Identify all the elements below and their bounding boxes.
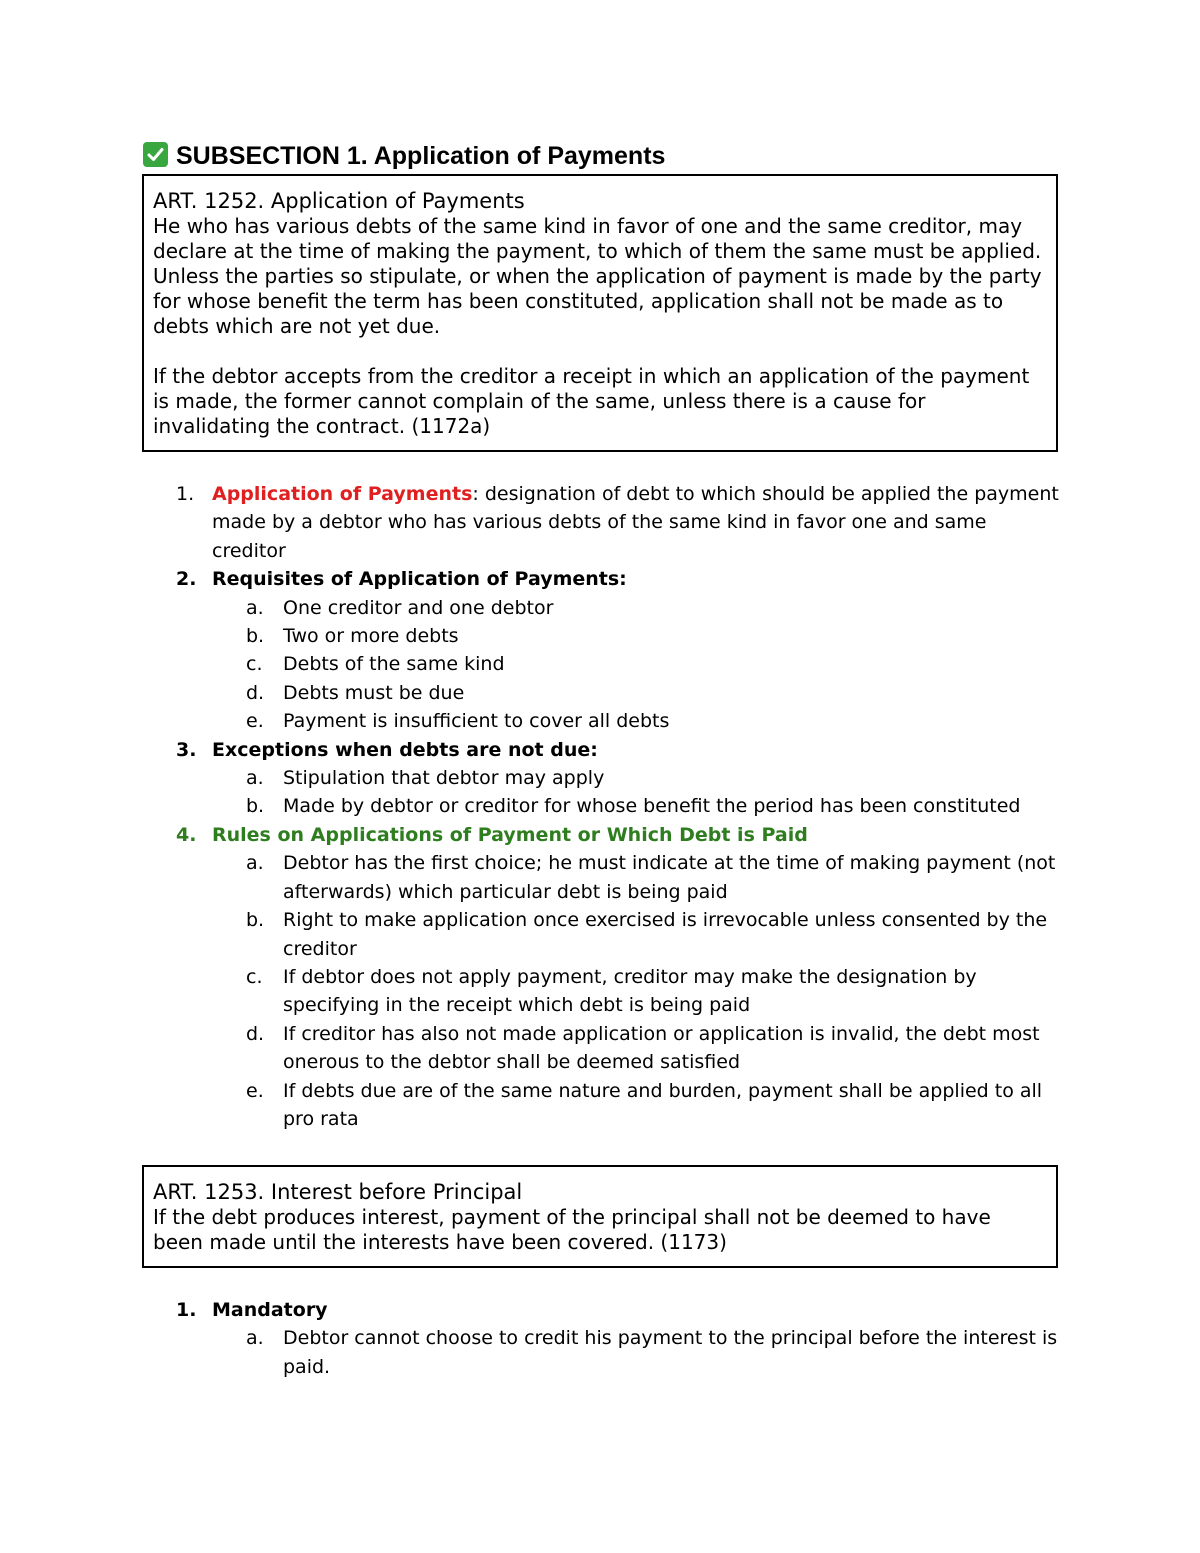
sub-text: Payment is insufficient to cover all debts	[283, 710, 670, 733]
article-1252-title: ART. 1252. Application of Payments	[153, 189, 525, 213]
requisites-title: Requisites of Application of Payments:	[212, 568, 627, 591]
article-1252-paragraph-1: He who has various debts of the same kind in favor of one and the same creditor, may declare at the time of making the payment, to which of them the same must be applied. Unless the parties so stipulate, or when the application of payment is made by the party for whose benefit the term has been constituted, application shall not be made as to debts which are not yet due.	[153, 214, 1042, 338]
sub-item	[0, 792, 1063, 820]
sub-item	[0, 707, 1063, 735]
article-1252-box	[142, 174, 1058, 452]
rules-title: Rules on Applications of Payment or Which Debt is Paid	[212, 823, 808, 846]
list-number: 4.	[176, 823, 197, 846]
check-mark-icon	[143, 142, 168, 167]
mandatory-title: Mandatory	[212, 1299, 328, 1321]
list-item-1	[0, 1296, 1062, 1324]
sub-text: Right to make application once exercised is irrevocable unless consented by the creditor	[283, 909, 1048, 960]
section-heading	[143, 140, 665, 172]
sub-text: Made by debtor or creditor for whose benefit the period has been constituted	[283, 795, 1021, 818]
sub-text: Stipulation that debtor may apply	[283, 767, 605, 790]
sub-letter: e.	[246, 1079, 264, 1102]
article-1253-title: ART. 1253. Interest before Principal	[153, 1180, 523, 1204]
article-1253-paragraph-1: If the debt produces interest, payment of the principal shall not be deemed to have been made until the interests have been covered. (1173)	[153, 1205, 991, 1254]
sub-text: One creditor and one debtor	[283, 596, 554, 619]
list-number: 3.	[176, 738, 197, 761]
exceptions-title: Exceptions when debts are not due:	[212, 738, 598, 761]
sub-item	[0, 622, 1063, 650]
sub-letter: b.	[246, 795, 265, 818]
list-item-2	[0, 565, 1062, 593]
sub-item	[0, 1077, 1063, 1134]
list-number: 1.	[176, 483, 195, 505]
sub-text: If debtor does not apply payment, creditor may make the designation by specifying in the receipt which debt is being paid	[283, 965, 977, 1017]
commentary-list-1252	[0, 480, 1063, 1133]
sub-letter: a.	[246, 596, 264, 619]
sub-letter: e.	[246, 710, 264, 733]
sub-item	[0, 1020, 1063, 1077]
sub-letter: a.	[246, 1327, 264, 1350]
sub-letter: a.	[246, 852, 264, 875]
list-item-4	[0, 821, 1062, 849]
commentary-list-1253	[0, 1296, 1063, 1381]
definition-text: : designation of debt to which should be applied the payment made by a debtor who has various debts of the same kind in favor one and same creditor	[212, 483, 1059, 562]
sub-text: Debts of the same kind	[283, 653, 505, 676]
list-item-3	[0, 736, 1062, 764]
list-number: 2.	[176, 568, 197, 591]
article-1253-box	[142, 1165, 1058, 1268]
list-number: 1.	[176, 1299, 197, 1321]
section-heading-text: SUBSECTION 1. Application of Payments	[176, 142, 666, 170]
sub-text: Debtor has the first choice; he must indicate at the time of making payment (not afterwards) which particular debt is being paid	[283, 852, 1056, 903]
sub-letter: b.	[246, 909, 265, 932]
sub-text: Two or more debts	[283, 625, 459, 648]
sub-item	[0, 849, 1063, 906]
sub-text: If debts due are of the same nature and burden, payment shall be applied to all pro rata	[283, 1079, 1043, 1130]
sub-item	[0, 764, 1063, 792]
sub-letter: a.	[246, 767, 264, 790]
sub-letter: d.	[246, 681, 265, 704]
sub-text: Debtor cannot choose to credit his payment to the principal before the interest is paid.	[283, 1327, 1058, 1378]
term-application-of-payments: Application of Payments	[212, 483, 473, 505]
article-1252-paragraph-2: If the debtor accepts from the creditor a receipt in which an application of the payment is made, the former cannot complain of the same, unless there is a cause for invalidating the contract. (1172a)	[153, 364, 1030, 438]
sub-item	[0, 650, 1063, 678]
sub-letter: c.	[246, 653, 263, 676]
sub-item	[0, 906, 1063, 963]
sub-item	[0, 963, 1063, 1020]
sub-text: If creditor has also not made application or application is invalid, the debt most onerous to the debtor shall be deemed satisfied	[283, 1022, 1040, 1074]
sub-item	[0, 594, 1063, 622]
list-item-1	[0, 480, 1062, 565]
sub-letter: b.	[246, 625, 265, 648]
sub-item	[0, 1324, 1063, 1381]
sub-text: Debts must be due	[283, 681, 465, 704]
sub-letter: c.	[246, 965, 263, 988]
sub-letter: d.	[246, 1022, 265, 1045]
sub-item	[0, 679, 1063, 707]
